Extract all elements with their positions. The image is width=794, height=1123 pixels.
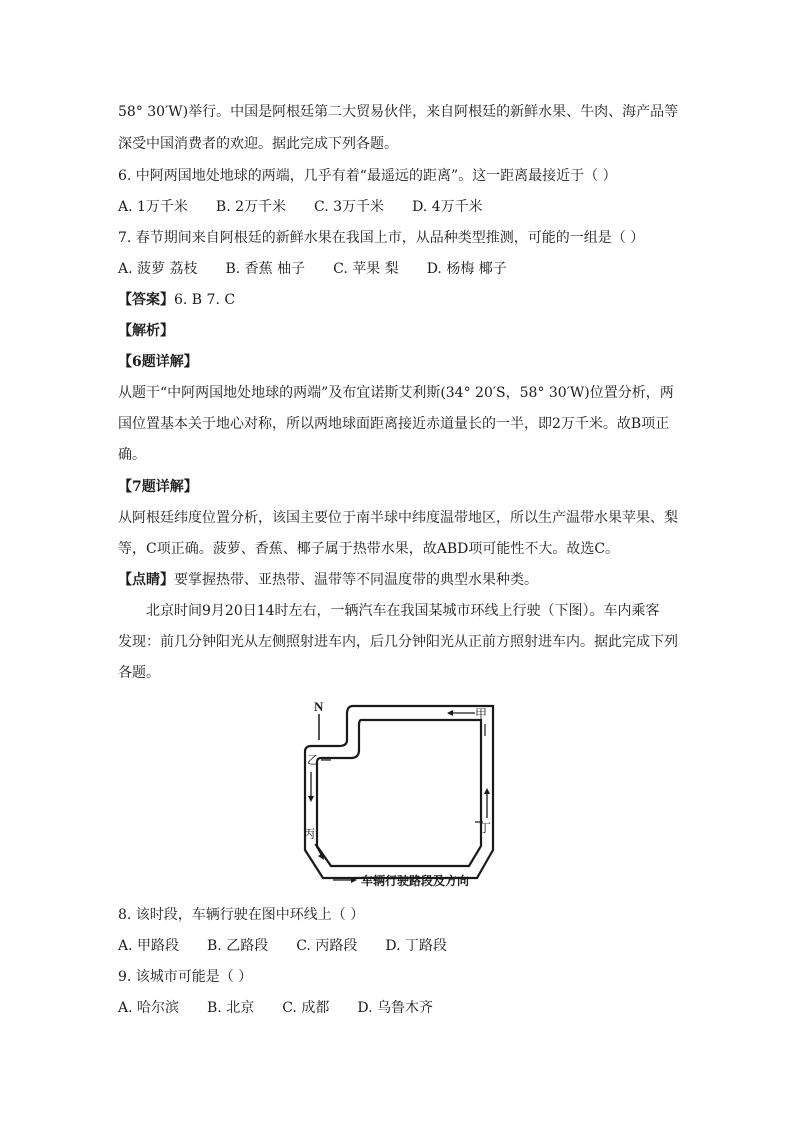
legend-text: 车辆行驶路段及方向 bbox=[361, 874, 470, 888]
q7-detail-label: 【7题详解】 bbox=[118, 479, 198, 495]
passage-2-line-2: 发现：前几分钟阳光从左侧照射进车内，后几分钟阳光从正前方照射进车内。据此完成下列 bbox=[118, 634, 678, 650]
q6-detail-line-1: 从题干“中阿两国地处地球的两端”及布宜诺斯艾利斯(34° 20′S，58° 30′W)位置分析，两 bbox=[118, 385, 674, 401]
intro-line-2: 深受中国消费者的欢迎。据此完成下列各题。 bbox=[118, 136, 398, 152]
question-9-stem: 9. 该城市可能是（ ） bbox=[118, 969, 253, 985]
segment-label-jia: 甲 bbox=[475, 707, 488, 721]
north-label: N bbox=[314, 700, 324, 714]
question-9-options bbox=[118, 998, 676, 1018]
option-c: C. 3万千米 bbox=[314, 199, 385, 215]
question-7-options bbox=[118, 259, 676, 279]
option-d: D. 杨梅 椰子 bbox=[426, 261, 507, 277]
option-c: C. 丙路段 bbox=[296, 938, 358, 954]
answer-line bbox=[118, 290, 676, 310]
option-a: A. 甲路段 bbox=[118, 938, 180, 954]
segment-label-bing: 丙 bbox=[303, 827, 316, 841]
q6-detail-line-2: 国位置基本关于地心对称，所以两地球面距离接近赤道量长的一半，即2万千米。故B项正 bbox=[118, 416, 670, 432]
answer-text: 6. B 7. C bbox=[174, 292, 236, 308]
option-a: A. 哈尔滨 bbox=[118, 1000, 180, 1016]
q6-detail-label: 【6题详解】 bbox=[118, 354, 198, 370]
q7-detail-line-2: 等，C项正确。菠萝、香蕉、椰子属于热带水果，故ABD项可能性不大。故选C。 bbox=[118, 541, 620, 557]
passage-2-line-3: 各题。 bbox=[118, 665, 160, 681]
question-6-stem: 6. 中阿两国地处地球的两端，几乎有着“最遥远的距离”。这一距离最接近于（ ） bbox=[118, 168, 617, 184]
tip-line bbox=[118, 570, 676, 590]
segment-label-ding: 丁 bbox=[479, 821, 492, 835]
option-b: B. 乙路段 bbox=[207, 938, 269, 954]
question-6-options bbox=[118, 197, 676, 217]
option-c: C. 苹果 梨 bbox=[333, 261, 399, 277]
answer-label: 【答案】 bbox=[118, 292, 174, 308]
question-8-options bbox=[118, 936, 676, 956]
q6-detail-line-3: 确。 bbox=[118, 447, 146, 463]
segment-label-yi: 乙 bbox=[307, 753, 320, 767]
ring-road-diagram bbox=[297, 700, 499, 890]
q7-detail-line-1: 从阿根廷纬度位置分析，该国主要位于南半球中纬度温带地区，所以生产温带水果苹果、梨 bbox=[118, 510, 678, 526]
analysis-label: 【解析】 bbox=[118, 323, 174, 339]
option-c: C. 成都 bbox=[282, 1000, 330, 1016]
tip-text: 要掌握热带、亚热带、温带等不同温度带的典型水果种类。 bbox=[174, 572, 538, 588]
tip-label: 【点睛】 bbox=[118, 572, 174, 588]
option-a: A. 菠萝 荔枝 bbox=[118, 261, 198, 277]
question-8-stem: 8. 该时段，车辆行驶在图中环线上（ ） bbox=[118, 907, 365, 923]
option-b: B. 香蕉 柚子 bbox=[225, 261, 306, 277]
passage-2-line-1: 北京时间9月20日14时左右，一辆汽车在我国某城市环线上行驶（下图）。车内乘客 bbox=[146, 603, 660, 619]
option-d: D. 4万千米 bbox=[412, 199, 483, 215]
option-b: B. 北京 bbox=[207, 1000, 255, 1016]
option-a: A. 1万千米 bbox=[118, 199, 188, 215]
option-b: B. 2万千米 bbox=[215, 199, 287, 215]
intro-line-1: 58° 30′W)举行。中国是阿根廷第二大贸易伙伴，来自阿根廷的新鲜水果、牛肉、海产品等 bbox=[118, 104, 679, 120]
option-d: D. 丁路段 bbox=[385, 938, 447, 954]
option-d: D. 乌鲁木齐 bbox=[357, 1000, 433, 1016]
question-7-stem: 7. 春节期间来自阿根廷的新鲜水果在我国上市，从品种类型推测，可能的一组是（ ） bbox=[118, 230, 645, 246]
